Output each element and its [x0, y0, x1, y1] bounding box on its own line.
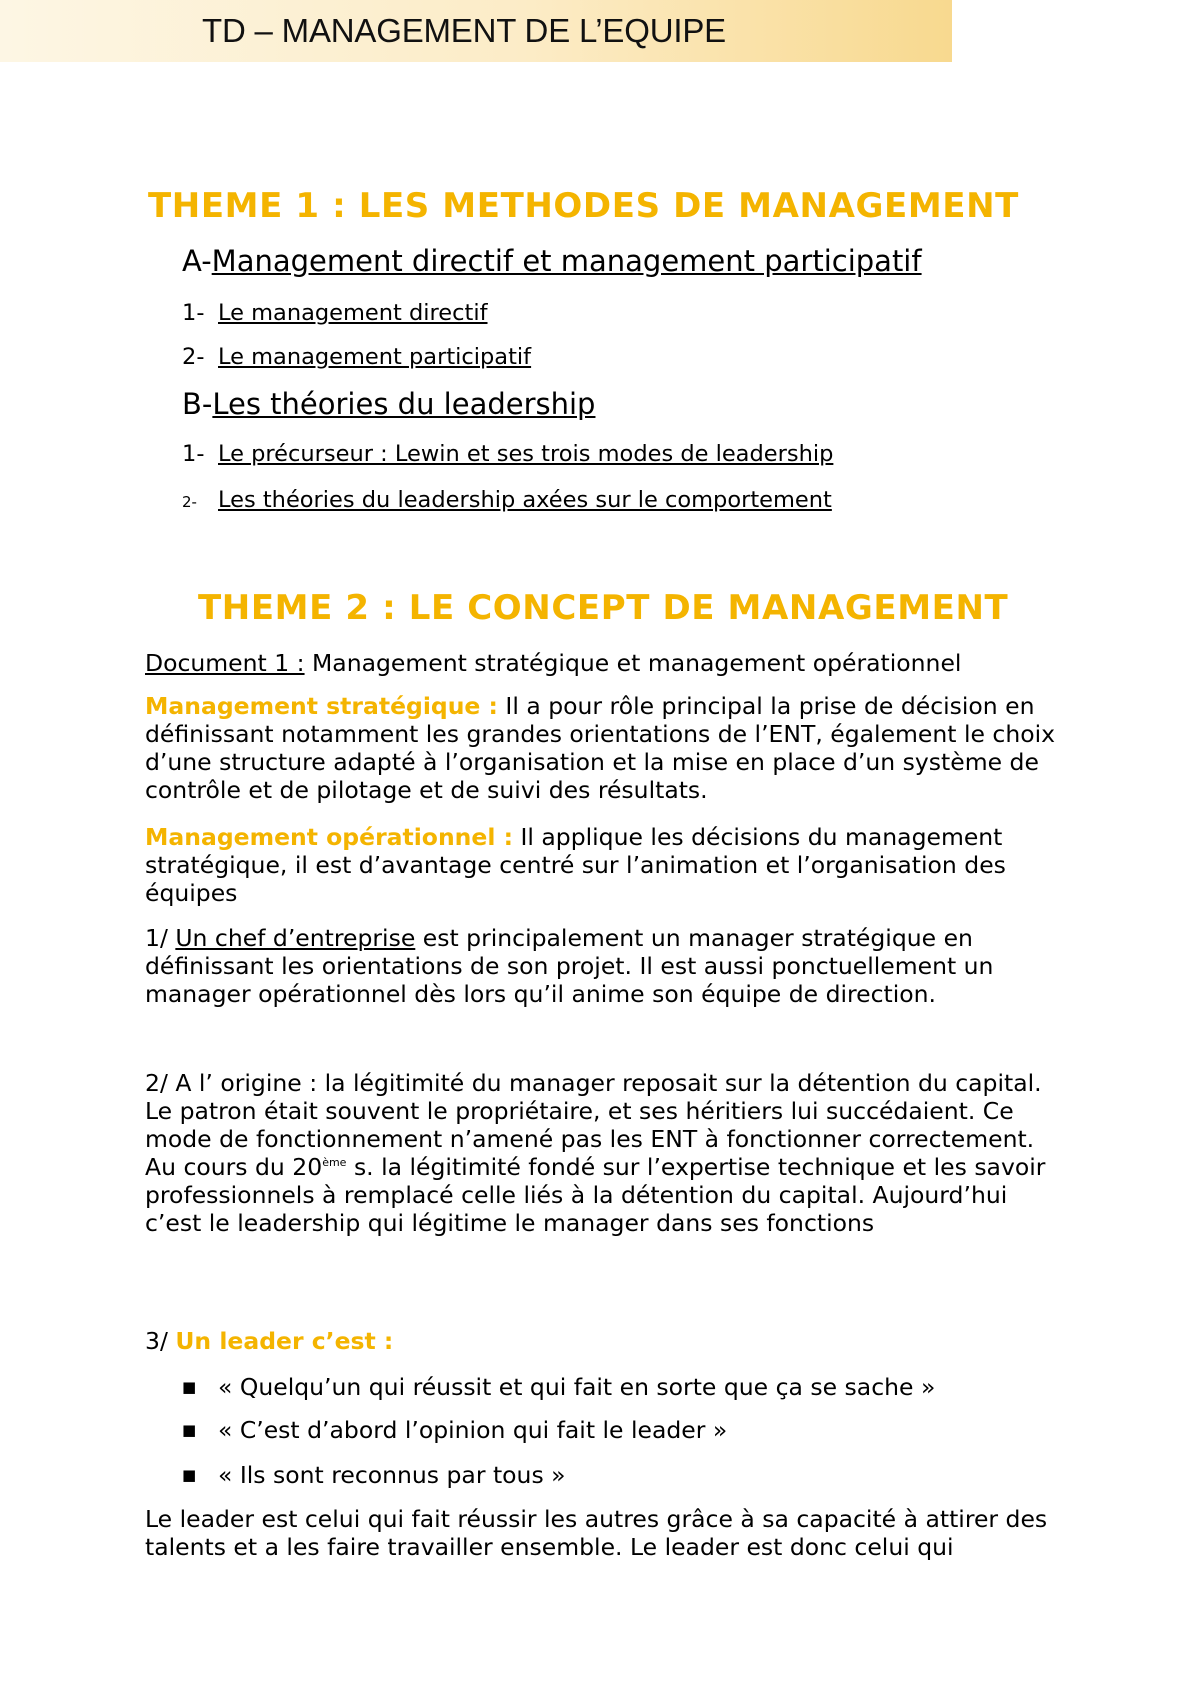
item-b1-label: Le précurseur : Lewin et ses trois modes de leadership: [218, 441, 834, 467]
section-b-heading: [182, 387, 595, 421]
strategic-management-paragraph: [145, 692, 1065, 804]
strategic-management-text: Il a pour rôle principal la prise de décision en définissant notamment les grandes orientations de l’ENT, également le choix d’une structure adapté à l’organisation et la mise en place d’un système de contrôle et de pilotage et de suivi des résultats.: [145, 692, 1056, 804]
strategic-management-label: Management stratégique :: [145, 692, 498, 720]
paragraph-2-text-a: 2/ A l’ origine : la légitimité du manager reposait sur la détention du capital. Le patron était souvent le propriétaire, et ses héritiers lui succédaient. Ce mode de fonctionnement n’amené pas les ENT à fonctionner correctement. Au cours du 20: [145, 1069, 1042, 1181]
item-b1-number: 1-: [182, 441, 205, 467]
item-b1: [182, 441, 833, 467]
paragraph-1-subject: Un chef d’entreprise: [175, 924, 416, 952]
bullet-square-icon: ■: [182, 1421, 197, 1439]
bullet-item: [182, 1373, 935, 1401]
item-a1-number: 1-: [182, 300, 205, 326]
bullet-square-icon: ■: [182, 1378, 197, 1396]
bullet-item: [182, 1461, 566, 1489]
paragraph-1-text: est principalement un manager stratégique en définissant les orientations de son projet. Il est aussi ponctuellement un manager opérationnel dès lors qu’il anime son équipe de direction.: [145, 924, 994, 1008]
section-a-title: Management directif et management participatif: [211, 244, 922, 278]
item-b2-number: 2-: [182, 493, 197, 511]
item-a1-label: Le management directif: [218, 300, 488, 326]
paragraph-2-superscript: ème: [322, 1156, 347, 1169]
paragraph-1-number: 1/: [145, 924, 176, 952]
operational-management-text: Il applique les décisions du management stratégique, il est d’avantage centré sur l’animation et l’organisation des équipes: [145, 823, 1006, 907]
item-b2: [182, 487, 832, 513]
header-banner: [0, 0, 952, 62]
paragraph-2-text-b: s. la légitimité fondé sur l’expertise technique et les savoir professionnels à remplacé celle liés à la détention du capital. Aujourd’hui c’est le leadership qui légitime le manager dans ses fonctions: [145, 1153, 1046, 1237]
bullet-item: [182, 1416, 727, 1444]
operational-management-paragraph: [145, 823, 1065, 907]
bullet-text: « Quelqu’un qui réussit et qui fait en sorte que ça se sache »: [218, 1373, 936, 1401]
document-1-line: [145, 649, 1065, 677]
theme2-heading: THEME 2 : LE CONCEPT DE MANAGEMENT: [198, 588, 1009, 628]
item-b2-label: Les théories du leadership axées sur le comportement: [218, 487, 832, 513]
document-1-label: Document 1 :: [145, 649, 305, 677]
bullet-text: « C’est d’abord l’opinion qui fait le leader »: [218, 1416, 728, 1444]
item-a2-number: 2-: [182, 344, 205, 370]
bullet-square-icon: ■: [182, 1466, 197, 1484]
closing-paragraph: Le leader est celui qui fait réussir les autres grâce à sa capacité à attirer des talents et a les faire travailler ensemble. Le leader est donc celui qui: [145, 1505, 1048, 1561]
paragraph-3-number: 3/: [145, 1327, 176, 1355]
item-a2-label: Le management participatif: [218, 344, 532, 370]
operational-management-label: Management opérationnel :: [145, 823, 513, 851]
section-b-title: Les théories du leadership: [212, 387, 596, 421]
document-1-text: Management stratégique et management opérationnel: [304, 649, 962, 677]
paragraph-3-heading: [145, 1327, 1065, 1355]
paragraph-2: [145, 1069, 1065, 1237]
section-a-prefix: A-: [182, 244, 212, 278]
theme1-heading: THEME 1 : LES METHODES DE MANAGEMENT: [148, 186, 1019, 226]
document-title: TD – MANAGEMENT DE L’EQUIPE: [202, 12, 726, 49]
section-a-heading: [182, 244, 922, 278]
item-a2: [182, 344, 531, 370]
section-b-prefix: B-: [182, 387, 213, 421]
bullet-text: « Ils sont reconnus par tous »: [218, 1461, 566, 1489]
paragraph-1: [145, 924, 1065, 1008]
item-a1: [182, 300, 488, 326]
paragraph-3-label: Un leader c’est :: [175, 1327, 394, 1355]
